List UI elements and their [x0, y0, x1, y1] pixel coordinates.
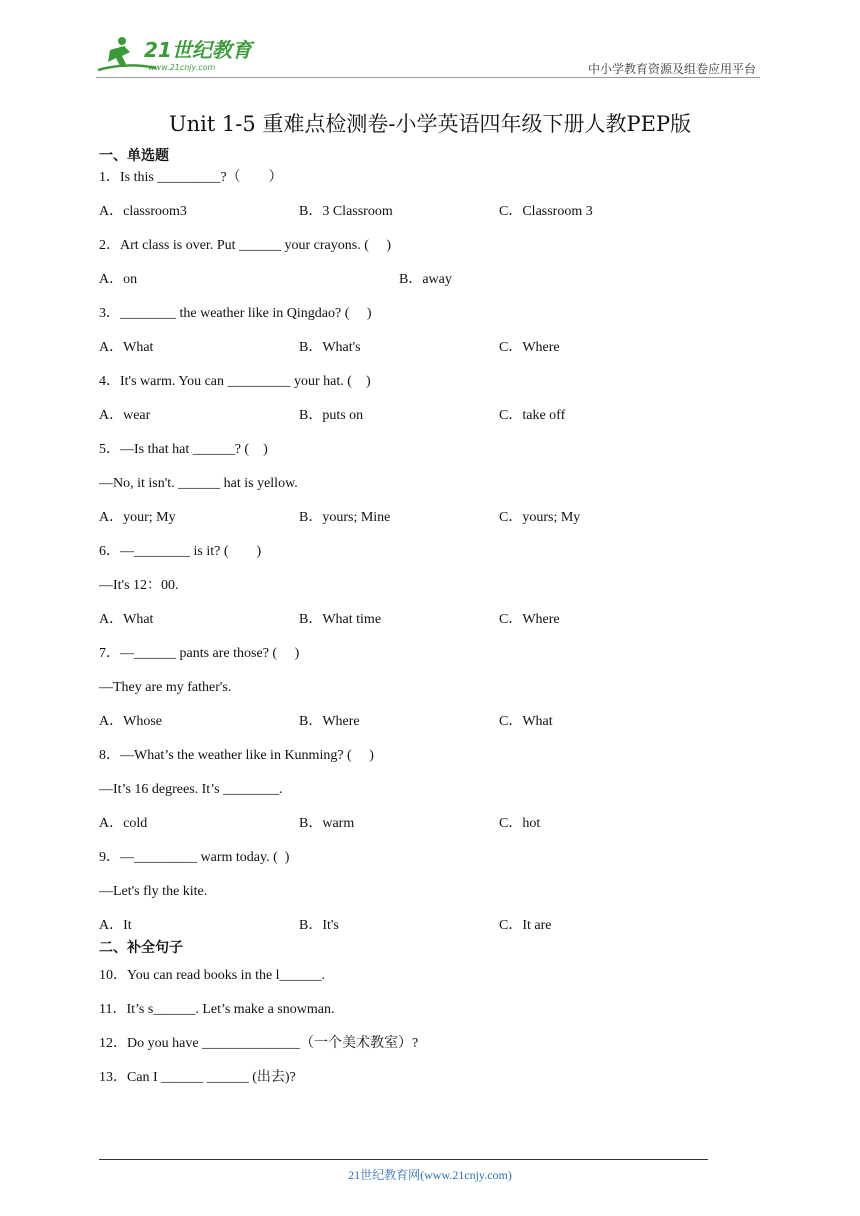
question-6-dialogue: —It's 12：00.	[99, 578, 179, 593]
option-b: B．What's	[299, 340, 361, 355]
option-c: C．hot	[499, 816, 541, 831]
question-11: 11．It’s s______. Let’s make a snowman.	[99, 1002, 335, 1017]
option-b: B．Where	[299, 714, 360, 729]
question-list	[99, 146, 779, 1102]
page-title: Unit 1-5 重难点检测卷-小学英语四年级下册人教PEP版	[168, 112, 692, 136]
option-c: C．What	[499, 714, 553, 729]
question-9: 9．—_________ warm today. ( )	[99, 850, 290, 865]
header-divider	[96, 77, 760, 78]
footer-link[interactable]: 21世纪教育网(www.21cnjy.com)	[348, 1168, 512, 1182]
option-b: B．yours; Mine	[299, 510, 391, 525]
option-b: B．warm	[299, 816, 355, 831]
option-a: A．your; My	[99, 510, 176, 525]
logo-text: 21世纪教育	[144, 38, 252, 62]
section-heading-complete-sentences: 二、补全句子	[99, 940, 183, 956]
logo-21cnjy	[96, 32, 266, 76]
option-c: C．Where	[499, 340, 560, 355]
question-8: 8．—What’s the weather like in Kunming? ( )	[99, 748, 374, 763]
question-13: 13．Can I ______ ______ (出去)?	[99, 1070, 296, 1085]
option-b: B．puts on	[299, 408, 364, 423]
option-a: A．cold	[99, 816, 148, 831]
option-c: C．yours; My	[499, 510, 581, 525]
question-2-options	[99, 270, 779, 304]
option-b: B．It's	[299, 918, 339, 933]
section-heading-single-choice: 一、单选题	[99, 148, 169, 164]
question-5-dialogue: —No, it isn't. ______ hat is yellow.	[99, 476, 298, 491]
logo-url: www.21cnjy.com	[148, 63, 216, 72]
question-9-dialogue: —Let's fly the kite.	[99, 884, 208, 899]
question-4: 4．It's warm. You can _________ your hat. ( )	[99, 374, 371, 389]
option-c: C．Classroom 3	[499, 204, 593, 219]
question-7-options	[99, 712, 779, 746]
question-12: 12．Do you have ______________（一个美术教室）?	[99, 1036, 419, 1051]
question-5-options	[99, 508, 779, 542]
platform-tagline: 中小学教育资源及组卷应用平台	[587, 62, 756, 76]
question-3: 3．________ the weather like in Qingdao? ( )	[99, 306, 372, 321]
page-header	[96, 30, 760, 78]
option-a: A．on	[99, 272, 138, 287]
option-c: C．Where	[499, 612, 560, 627]
question-1-options	[99, 202, 779, 236]
option-a: A．What	[99, 612, 154, 627]
question-1: 1．Is this _________?（ ）	[99, 170, 283, 185]
question-9-options	[99, 916, 779, 938]
question-3-options	[99, 338, 779, 372]
option-a: A．It	[99, 918, 132, 933]
question-8-options	[99, 814, 779, 848]
option-a: A．classroom3	[99, 204, 187, 219]
option-b: B．3 Classroom	[299, 204, 393, 219]
option-a: A．What	[99, 340, 154, 355]
footer-divider	[99, 1159, 708, 1160]
question-8-dialogue: —It’s 16 degrees. It’s ________.	[99, 782, 283, 797]
option-a: A．Whose	[99, 714, 162, 729]
question-7: 7．—______ pants are those? ( )	[99, 646, 300, 661]
option-b: B．away	[399, 272, 452, 287]
option-a: A．wear	[99, 408, 151, 423]
option-b: B．What time	[299, 612, 382, 627]
question-6-options	[99, 610, 779, 644]
question-4-options	[99, 406, 779, 440]
option-c: C．It are	[499, 918, 552, 933]
question-2: 2．Art class is over. Put ______ your crayons. ( )	[99, 238, 392, 253]
question-7-dialogue: —They are my father's.	[99, 680, 232, 695]
question-10: 10．You can read books in the l______.	[99, 968, 326, 983]
question-5: 5．—Is that hat ______? ( )	[99, 442, 268, 457]
option-c: C．take off	[499, 408, 566, 423]
question-6: 6．—________ is it? ( )	[99, 544, 262, 559]
